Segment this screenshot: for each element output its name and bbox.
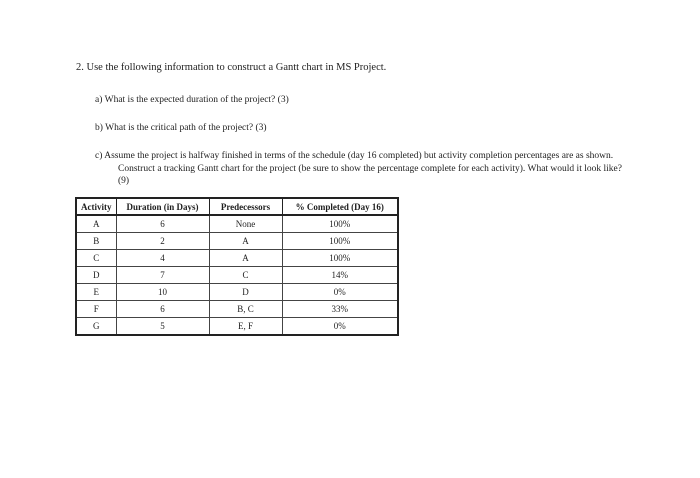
part-a-text: What is the expected duration of the project? (3): [104, 95, 289, 105]
header-duration: Duration (in Days): [116, 198, 209, 215]
cell-duration: 6: [116, 215, 209, 233]
header-percent-completed: % Completed (Day 16): [282, 198, 398, 215]
cell-duration: 6: [116, 301, 209, 318]
part-a-label: a): [95, 95, 103, 105]
cell-activity: E: [76, 284, 116, 301]
part-b-label: b): [95, 123, 103, 133]
cell-duration: 4: [116, 250, 209, 267]
part-c-text: Assume the project is halfway finished in terms of the schedule (day 16 completed) but activity completion percentages are as shown. Construct a tracking Gantt chart for the project (be sure to show the percentage complete for each activity). What would it look like? (9): [104, 151, 622, 186]
cell-percent: 0%: [282, 318, 398, 336]
cell-activity: B: [76, 233, 116, 250]
cell-percent: 14%: [282, 267, 398, 284]
cell-predecessors: A: [209, 250, 282, 267]
part-c-label: c): [95, 151, 103, 161]
header-predecessors: Predecessors: [209, 198, 282, 215]
cell-percent: 100%: [282, 215, 398, 233]
part-b-text: What is the critical path of the project? (3): [105, 123, 267, 133]
cell-percent: 33%: [282, 301, 398, 318]
table-row: [76, 250, 398, 267]
table-row: [76, 318, 398, 336]
cell-predecessors: A: [209, 233, 282, 250]
cell-predecessors: C: [209, 267, 282, 284]
table-row: [76, 267, 398, 284]
cell-activity: A: [76, 215, 116, 233]
cell-predecessors: None: [209, 215, 282, 233]
header-activity: Activity: [76, 198, 116, 215]
table-row: [76, 284, 398, 301]
cell-duration: 10: [116, 284, 209, 301]
table-header-row: [76, 198, 398, 215]
part-b: [95, 123, 267, 133]
cell-duration: 2: [116, 233, 209, 250]
cell-activity: F: [76, 301, 116, 318]
cell-percent: 100%: [282, 250, 398, 267]
cell-duration: 7: [116, 267, 209, 284]
part-c: [95, 150, 625, 188]
part-a: [95, 95, 289, 105]
cell-predecessors: D: [209, 284, 282, 301]
question-heading: 2. Use the following information to construct a Gantt chart in MS Project.: [76, 62, 387, 73]
cell-activity: D: [76, 267, 116, 284]
cell-activity: C: [76, 250, 116, 267]
table-row: [76, 301, 398, 318]
activity-table: [75, 197, 399, 336]
table-row: [76, 215, 398, 233]
cell-predecessors: E, F: [209, 318, 282, 336]
cell-activity: G: [76, 318, 116, 336]
table-row: [76, 233, 398, 250]
cell-duration: 5: [116, 318, 209, 336]
cell-predecessors: B, C: [209, 301, 282, 318]
cell-percent: 100%: [282, 233, 398, 250]
cell-percent: 0%: [282, 284, 398, 301]
